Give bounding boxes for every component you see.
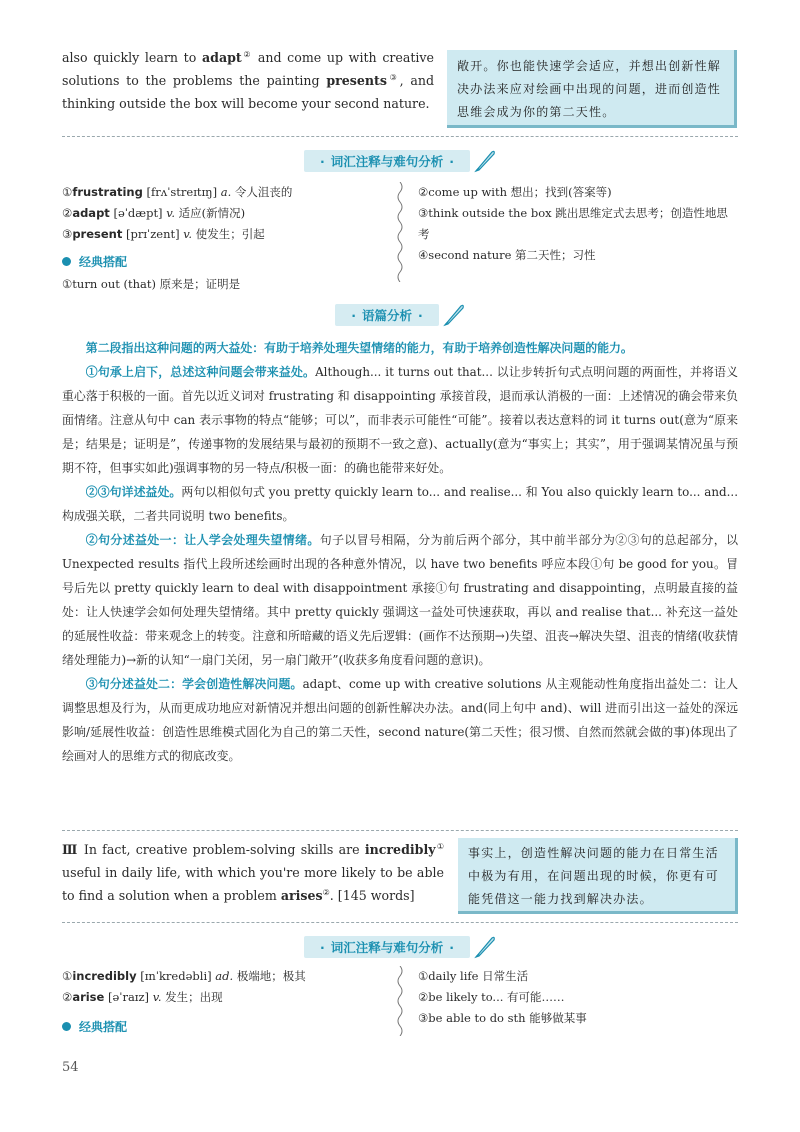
vocab-entry: ①daily life 日常生活 xyxy=(418,969,529,983)
vocab-list-right xyxy=(418,966,738,1029)
vocab-list-left xyxy=(62,966,392,1008)
vocab-list-right xyxy=(418,182,738,266)
vocab-entry: ④second nature 第二天性；习性 xyxy=(418,248,596,262)
vocab-section-header: · 词汇注释与难句分析 · xyxy=(62,936,738,958)
vocab-entry: ③present [prɪˈzent] v. 使发生；引起 xyxy=(62,227,265,241)
vocab-entry: ③think outside the box 跳出思维定式去思考；创造性地思考 xyxy=(418,206,728,241)
column-divider-squiggle xyxy=(395,182,405,282)
vocab-word: presents xyxy=(326,73,387,88)
discourse-paragraph: ③句分述益处二：学会创造性解决问题。adapt、come up with creative solutions 从主观能动性角度指出益处二：让人调整思想及行为，从而更成功地应对新情况并想出问题的创新性解决办法。and(同上句中 and)、will 进而引出这一益处的深远影响/延展性收益：创造性思维模式固化为自己的第二天性，second nature(第二天性；很习惯、自然而然就会做的事)体现出了绘画对人的思维方式的彻底改变。 xyxy=(62,677,738,763)
discourse-intro: 第二段指出这种问题的两大益处：有助于培养处理失望情绪的能力，有助于培养创造性解决问题的能力。 xyxy=(85,341,633,355)
top-translation-box: 敞开。你也能快速学会适应，并想出创新性解决办法来应对绘画中出现的问题，进而创造性思维会成为你的第二天性。 xyxy=(447,50,737,128)
vocab-entry: ②come up with 想出；找到(答案等) xyxy=(418,185,612,199)
discourse-paragraph: ①句承上启下，总述这种问题会带来益处。Although... it turns out that... 以让步转折句式点明问题的两面性，并将语义重心落于积极的一面。首先以近义词对 frustrating 和 disappointing 承接首段，退而承认消极的一面：上述情况的确会带来负面情绪。注意从句中 can 表示事物的特点“能够；可以”，而非表示可能性“可能”。接着以表达意料的词 it turns out(意为“原来是；结果是；证明是”，传递事物的发展结果与最初的预期不一致之意)、actually(意为“事实上；其实”，用于强调某情况虽与预期不符，但事实如此)强调事物的另一特点/积极一面：的确也能带来好处。 xyxy=(62,365,738,475)
discourse-paragraph: ②句分述益处一：让人学会处理失望情绪。句子以冒号相隔，分为前后两个部分，其中前半部分为②③句的总起部分，以 Unexpected results 指代上段所述绘画时出现的各种意外情况，以 have two benefits 呼应本段①句 be good for you。冒号后先以 pretty quickly learn to deal with disappointment 承接①句 frustrating and disappointing，点明最直接的益处：让人快速学会如何处理失望情绪。其中 pretty quickly 强调这一益处可快速获取，再以 and realise that... 补充这一益处的延展性收益：带来观念上的转变。注意和所暗藏的语义先后逻辑：(画作不达预期→)失望、沮丧→解决失望、沮丧的情绪(收获情绪处理能力)→新的认知“一扇门关闭，另一扇门敞开”(收获多角度看问题的意识)。 xyxy=(62,533,738,667)
section-roman-numeral: Ⅲ xyxy=(62,842,79,857)
bullet-icon xyxy=(62,257,71,266)
classic-collocations-label: 经典搭配 xyxy=(62,1018,127,1035)
classic-collocation-item: ①turn out (that) 原来是；证明是 xyxy=(62,277,241,291)
divider xyxy=(62,830,738,831)
quill-pen-icon xyxy=(474,149,496,173)
discourse-section-header: · 语篇分析 · xyxy=(62,304,738,326)
discourse-paragraph: ②③句详述益处。两句以相似句式 you pretty quickly learn to... and realise... 和 You also quickly learn to... and... 构成强关联，二者共同说明 two benefits。 xyxy=(62,485,738,523)
vocab-entry: ②adapt [əˈdæpt] v. 适应(新情况) xyxy=(62,206,246,220)
vocab-entry: ①frustrating [frʌˈstreɪtɪŋ] a. 令人沮丧的 xyxy=(62,185,293,199)
vocab-entry: ②be likely to... 有可能…… xyxy=(418,990,565,1004)
vocab-entry: ②arise [əˈraɪz] v. 发生；出现 xyxy=(62,990,223,1004)
vocab-list-left xyxy=(62,182,392,245)
classic-collocations-label: 经典搭配 xyxy=(62,253,127,270)
section-iii-translation-box: 事实上，创造性解决问题的能力在日常生活中极为有用，在问题出现的时候，你更有可能凭借这一能力找到解决办法。 xyxy=(458,838,738,914)
quill-pen-icon xyxy=(474,935,496,959)
bullet-icon xyxy=(62,1022,71,1031)
quill-pen-icon xyxy=(443,303,465,327)
divider xyxy=(62,922,738,923)
vocab-word: arises xyxy=(280,888,323,903)
vocab-word: incredibly xyxy=(364,842,436,857)
vocab-section-header: · 词汇注释与难句分析 · xyxy=(62,150,738,172)
section-iii-english: Ⅲ In fact, creative problem-solving skills are incredibly① useful in daily life, with which you're more likely to be able to find a solution when a problem arises②. [145 words] xyxy=(62,841,444,903)
column-divider-squiggle xyxy=(395,966,405,1036)
vocab-entry: ③be able to do sth 能够做某事 xyxy=(418,1011,587,1025)
top-english-paragraph: also quickly learn to adapt② and come up with creative solutions to the problems the painting presents③, and thinking outside the box will become your second nature. xyxy=(62,49,435,111)
divider xyxy=(62,136,738,137)
discourse-body xyxy=(62,336,738,768)
vocab-word: adapt xyxy=(201,50,242,65)
page-number: 54 xyxy=(62,1060,79,1075)
vocab-entry: ①incredibly [ɪnˈkredəbli] ad. 极端地；极其 xyxy=(62,969,306,983)
